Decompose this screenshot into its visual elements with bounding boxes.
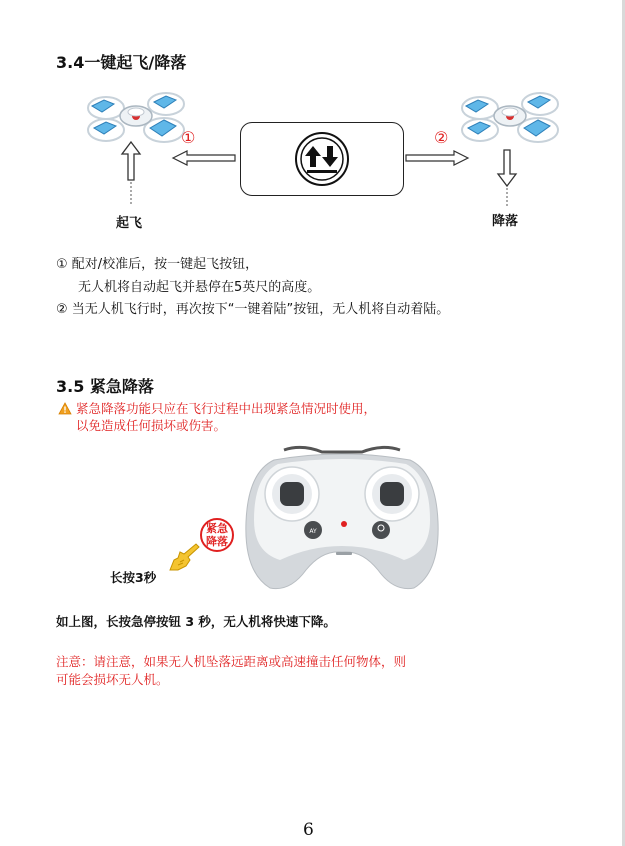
one-key-button-panel xyxy=(240,122,404,196)
warning-line2: 以免造成任何损坏或伤害。 xyxy=(76,418,227,433)
step1-line1: ① 配对/校准后，按一键起飞按钮， xyxy=(56,257,259,272)
left-arrow-icon xyxy=(171,149,237,167)
note-line1: 注意：请注意，如果无人机坠落远距离或高速撞击任何物体，则 xyxy=(56,654,407,669)
step2-text: ② 当无人机飞行时，再次按下“一键着陆”按钮，无人机将自动着陆。 xyxy=(56,302,450,317)
pointing-hand-icon xyxy=(166,540,204,574)
takeoff-label: 起飞 xyxy=(116,216,143,231)
remote-controller-image xyxy=(244,442,440,592)
step1-line2: 无人机将自动起飞并悬停在5英尺的高度。 xyxy=(78,280,321,295)
note-line2: 可能会损坏无人机。 xyxy=(56,672,169,687)
drone-landing-image xyxy=(458,82,566,146)
badge-line1: 紧急 xyxy=(206,522,228,535)
section-35-title: 3.5 紧急降落 xyxy=(56,377,154,396)
circle-label-1: ① xyxy=(181,128,196,147)
up-arrow-icon xyxy=(120,140,142,208)
warning-line1: 紧急降落功能只应在飞行过程中出现紧急情况时使用， xyxy=(76,401,377,416)
page-number: 6 xyxy=(303,820,314,840)
down-arrow-icon xyxy=(496,140,518,208)
instruction-text: 如上图，长按急停按钮 3 秒，无人机将快速下降。 xyxy=(56,614,336,629)
drone-takeoff-image xyxy=(84,82,192,146)
right-arrow-icon xyxy=(404,149,470,167)
badge-line2: 降落 xyxy=(206,535,228,548)
svg-text:AY: AY xyxy=(309,528,317,535)
circle-label-2: ② xyxy=(434,128,449,147)
long-press-label: 长按3秒 xyxy=(110,570,157,585)
landing-label: 降落 xyxy=(492,214,519,229)
warning-icon xyxy=(58,402,72,415)
section-34-title: 3.4一键起飞/降落 xyxy=(56,53,187,72)
emergency-landing-badge xyxy=(200,518,234,552)
takeoff-landing-button-icon[interactable] xyxy=(294,131,350,187)
